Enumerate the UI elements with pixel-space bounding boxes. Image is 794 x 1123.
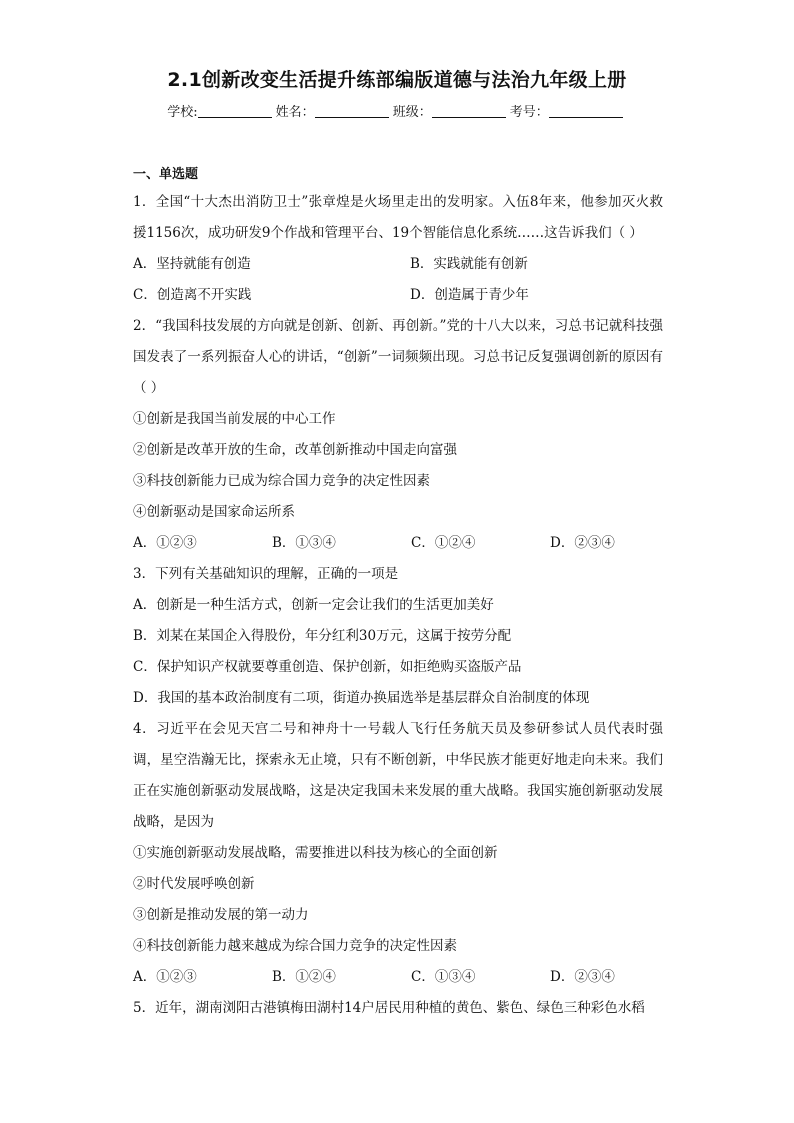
question-1-option-a[interactable]: A．坚持就能有创造 bbox=[133, 256, 251, 272]
name-blank[interactable] bbox=[315, 103, 389, 118]
question-2-option-c[interactable]: C．①②④ bbox=[411, 535, 476, 551]
student-info-line bbox=[0, 103, 794, 123]
class-field bbox=[393, 103, 510, 123]
question-3-option-c[interactable]: C．保护知识产权就要尊重创造、保护创新，如拒绝购买盗版产品 bbox=[133, 659, 522, 675]
question-4-statement-1: ①实施创新驱动发展战略，需要推进以科技为核心的全面创新 bbox=[133, 845, 498, 861]
question-4-option-c[interactable]: C．①③④ bbox=[411, 969, 476, 985]
section-heading: 一、单选题 bbox=[133, 167, 199, 182]
question-2-option-d[interactable]: D．②③④ bbox=[550, 535, 615, 551]
exam-number-blank[interactable] bbox=[549, 103, 623, 118]
question-1-options-row-2 bbox=[133, 280, 663, 311]
question-2-stem: 2．“我国科技发展的方向就是创新、创新、再创新。”党的十八大以来，习总书记就科技强国发表了一系列振奋人心的讲话，“创新”一词频频出现。习总书记反复强调创新的原因有（ ） bbox=[133, 318, 663, 396]
question-2-statement-2: ②创新是改革开放的生命，改革创新推动中国走向富强 bbox=[133, 442, 457, 458]
question-4-options-row bbox=[133, 962, 663, 993]
question-1-option-c[interactable]: C．创造离不开实践 bbox=[133, 287, 252, 303]
question-2-statement-4: ④创新驱动是国家命运所系 bbox=[133, 504, 295, 520]
question-4-statement-2: ②时代发展呼唤创新 bbox=[133, 876, 255, 892]
question-2-options-row bbox=[133, 528, 663, 559]
question-4-option-a[interactable]: A．①②③ bbox=[133, 969, 197, 985]
class-blank[interactable] bbox=[432, 103, 506, 118]
question-3-option-b[interactable]: B．刘某在某国企入得股份，年分红利30万元，这属于按劳分配 bbox=[133, 628, 512, 644]
exam-number-field bbox=[510, 103, 627, 123]
class-label: 班级： bbox=[392, 105, 432, 120]
name-label: 姓名： bbox=[275, 105, 315, 120]
question-3-option-a[interactable]: A．创新是一种生活方式，创新一定会让我们的生活更加美好 bbox=[133, 597, 494, 613]
question-4-option-d[interactable]: D．②③④ bbox=[550, 969, 615, 985]
question-3-option-d[interactable]: D．我国的基本政治制度有二项，街道办换届选举是基层群众自治制度的体现 bbox=[133, 690, 590, 706]
question-1-stem: 1．全国“十大杰出消防卫士”张章煌是火场里走出的发明家。入伍8年来，他参加灭火救援1156次，成功研发9个作战和管理平台、19个智能信息化系统……这告诉我们（ ） bbox=[133, 194, 663, 241]
question-1-option-d[interactable]: D．创造属于青少年 bbox=[410, 287, 529, 303]
question-1-options-row-1 bbox=[133, 249, 663, 280]
question-2-option-a[interactable]: A．①②③ bbox=[133, 535, 197, 551]
question-2-option-b[interactable]: B．①③④ bbox=[272, 535, 336, 551]
question-2-statement-1: ①创新是我国当前发展的中心工作 bbox=[133, 411, 336, 427]
school-field bbox=[167, 103, 275, 123]
question-4-statement-3: ③创新是推动发展的第一动力 bbox=[133, 907, 309, 923]
page-title: 2.1创新改变生活提升练部编版道德与法治九年级上册 bbox=[167, 69, 627, 91]
question-2-statement-3: ③科技创新能力已成为综合国力竞争的决定性因素 bbox=[133, 473, 430, 489]
school-label: 学校: bbox=[167, 105, 198, 120]
question-content bbox=[133, 163, 663, 1024]
question-4-stem: 4．习近平在会见天宫二号和神舟十一号载人飞行任务航天员及参研参试人员代表时强调，星空浩瀚无比，探索永无止境，只有不断创新，中华民族才能更好地走向未来。我们正在实施创新驱动发展战略，这是决定我国未来发展的重大战略。我国实施创新驱动发展战略，是因为 bbox=[133, 721, 663, 830]
question-5-stem: 5．近年，湖南浏阳古港镇梅田湖村14户居民用种植的黄色、紫色、绿色三种彩色水稻 bbox=[133, 1000, 645, 1016]
exam-number-label: 考号： bbox=[509, 105, 549, 120]
school-blank[interactable] bbox=[198, 103, 272, 118]
question-3-stem: 3．下列有关基础知识的理解，正确的一项是 bbox=[133, 566, 399, 582]
question-4-option-b[interactable]: B．①②④ bbox=[272, 969, 336, 985]
question-1-option-b[interactable]: B．实践就能有创新 bbox=[410, 256, 528, 272]
name-field bbox=[276, 103, 393, 123]
question-4-statement-4: ④科技创新能力越来越成为综合国力竞争的决定性因素 bbox=[133, 938, 457, 954]
